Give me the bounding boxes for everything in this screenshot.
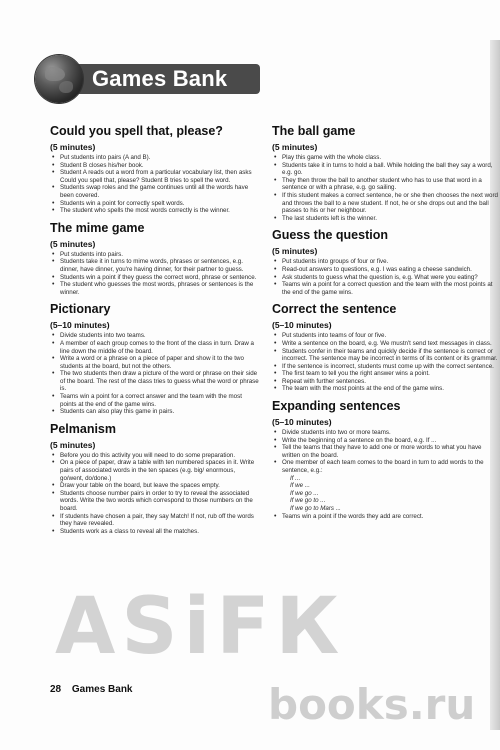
watermark-logo: ASiFК xyxy=(55,582,346,672)
section-duration: (5 minutes) xyxy=(50,142,96,152)
section-the-ball-game xyxy=(272,124,500,222)
section-duration: (5–10 minutes) xyxy=(50,320,110,331)
list-item: • The first team to tell you the right answer wins a point. xyxy=(272,370,500,378)
section-guess-the-question xyxy=(272,228,500,296)
list-item: • If this student makes a correct sentence, he or she then chooses the next word and throws the ball to a new student. If not, he or she drops out and the ball passes to his or her neighbour. xyxy=(272,192,500,215)
list-item: • Ask students to guess what the question is, e.g. What were you eating? xyxy=(272,274,500,282)
list-item: • Divide students into two teams. xyxy=(50,332,260,340)
list-item: • Students work as a class to reveal all the matches. xyxy=(50,528,260,536)
list-item: • Put students into pairs. xyxy=(50,251,260,259)
instruction-list xyxy=(50,452,260,536)
section-title: Expanding sentences xyxy=(272,399,401,414)
example-line: If we go to ... xyxy=(290,497,326,505)
footer-label: Games Bank xyxy=(71,684,133,695)
example-line: If we go to Mars ... xyxy=(290,505,341,512)
list-item: • Students can also play this game in pairs. xyxy=(50,408,260,416)
section-title: Correct the sentence xyxy=(272,302,397,317)
list-item: • The last students left is the winner. xyxy=(272,215,500,223)
list-item: • Write a word or a phrase on a piece of paper and show it to the two students at the board, but not the others. xyxy=(50,355,260,370)
instruction-list xyxy=(272,332,500,393)
list-item: • Student B closes his/her book. xyxy=(50,162,260,170)
list-item: • Tell the teams that they have to add one or more words to what you have written on the board. xyxy=(272,444,500,459)
list-item: • Draw your table on the board, but leave the spaces empty. xyxy=(50,482,260,490)
list-item: • Teams win a point if the words they add are correct. xyxy=(272,513,500,521)
list-item: • Students choose number pairs in order to try to reveal the associated words. Write the two words which correspond to those numbers on the board. xyxy=(50,490,260,513)
section-duration: (5 minutes) xyxy=(272,142,318,152)
list-item: • A member of each group comes to the front of the class in turn. Draw a line down the middle of the board. xyxy=(50,340,260,355)
list-item: • Write a sentence on the board, e.g. We mustn't send text messages in class. xyxy=(272,340,500,348)
list-item: • Write the beginning of a sentence on the board, e.g. If ... xyxy=(272,437,500,445)
list-item: • Teams win a point for a correct question and the team with the most points at the end of the game wins. xyxy=(272,281,500,296)
section-duration: (5 minutes) xyxy=(272,246,318,257)
instruction-list xyxy=(272,258,500,296)
list-item: • One member of each team comes to the board in turn to add words to the sentence, e.g.: xyxy=(272,459,500,474)
list-item: • Students win a point for correctly spelt words. xyxy=(50,200,260,208)
instruction-list xyxy=(272,154,500,222)
list-item: • On a piece of paper, draw a table with ten numbered spaces in it. Write pairs of associated words in the ten spaces (e.g. big/ enormous, go/went, do/done.) xyxy=(50,459,260,482)
list-item: • Before you do this activity you will need to do some preparation. xyxy=(50,452,260,460)
watermark-text: books.ru xyxy=(268,680,476,729)
section-duration: (5 minutes) xyxy=(50,439,96,450)
right-column xyxy=(272,124,500,526)
example-line: If ... xyxy=(290,474,301,482)
page-number: 28 xyxy=(50,684,62,695)
list-item: • Students win a point if they guess the correct word, phrase or sentence. xyxy=(50,274,260,282)
instruction-list xyxy=(50,332,260,416)
section-pictionary xyxy=(50,302,260,416)
section-pelmanism xyxy=(50,422,260,536)
list-item: • Divide students into two or more teams. xyxy=(272,429,500,437)
list-item: • Teams win a point for a correct answer and the team with the most points at the end of the game wins. xyxy=(50,393,260,408)
instruction-list xyxy=(272,429,500,520)
section-duration: (5 minutes) xyxy=(50,238,96,249)
list-item: • The student who guesses the most words, phrases or sentences is the winner. xyxy=(50,281,260,296)
instruction-list xyxy=(50,154,260,215)
instruction-list xyxy=(50,251,260,297)
list-item: • Put students into pairs (A and B). xyxy=(50,154,260,162)
list-item: • Play this game with the whole class. xyxy=(272,154,500,162)
left-column xyxy=(50,124,260,541)
list-item: • They then throw the ball to another student who has to use that word in a sentence or with a phrase, e.g. go sailing. xyxy=(272,177,500,192)
section-could-you-spell-that-please xyxy=(50,124,260,215)
section-title: Could you spell that, please? xyxy=(50,124,223,138)
list-item: • Put students into groups of four or five. xyxy=(272,258,500,266)
section-title: The mime game xyxy=(50,220,145,235)
example-line: If we go ... xyxy=(290,489,319,497)
list-item: • Repeat with further sentences. xyxy=(272,378,500,386)
section-the-mime-game xyxy=(50,221,260,297)
list-item: • Student A reads out a word from a particular vocabulary list, then asks Could you spell that, please? Student B tries to spell the word. xyxy=(50,169,260,184)
section-correct-the-sentence xyxy=(272,302,500,393)
list-item: • The student who spells the most words correctly is the winner. xyxy=(50,207,260,215)
section-title: Pelmanism xyxy=(50,421,117,436)
list-item: • Read-out answers to questions, e.g. I was eating a cheese sandwich. xyxy=(272,266,500,274)
list-item: • The two students then draw a picture of the word or phrase on their side of the board. The rest of the class tries to guess what the word or phrase is. xyxy=(50,370,260,393)
section-title: The ball game xyxy=(272,124,356,138)
list-item: • The team with the most points at the end of the game wins. xyxy=(272,385,500,393)
page-title: Games Bank xyxy=(92,66,228,91)
footer xyxy=(50,684,133,695)
list-item: • Students take it in turns to mime words, phrases or sentences, e.g. dinner, have dinner, you're having dinner, for their partner to guess. xyxy=(50,258,260,273)
section-title: Pictionary xyxy=(50,302,111,317)
list-item: • If students have chosen a pair, they say Match! If not, rub off the words they have revealed. xyxy=(50,513,260,528)
section-expanding-sentences xyxy=(272,399,500,520)
section-title: Guess the question xyxy=(272,228,388,243)
section-duration: (5–10 minutes) xyxy=(272,320,332,331)
section-duration: (5–10 minutes) xyxy=(272,417,332,428)
example-line: If we ... xyxy=(290,482,310,490)
list-item: • If the sentence is incorrect, students must come up with the correct sentence. xyxy=(272,363,500,371)
list-item: • Put students into teams of four or five. xyxy=(272,332,500,340)
globe-icon xyxy=(35,55,83,103)
list-item: • Students confer in their teams and quickly decide if the sentence is correct or incorrect. The sentence may be incorrect in terms of its content or its grammar. xyxy=(272,348,500,363)
list-item: • Students take it in turns to hold a ball. While holding the ball they say a word, e.g. go. xyxy=(272,162,500,177)
list-item: • Students swap roles and the game continues until all the words have been covered. xyxy=(50,184,260,199)
